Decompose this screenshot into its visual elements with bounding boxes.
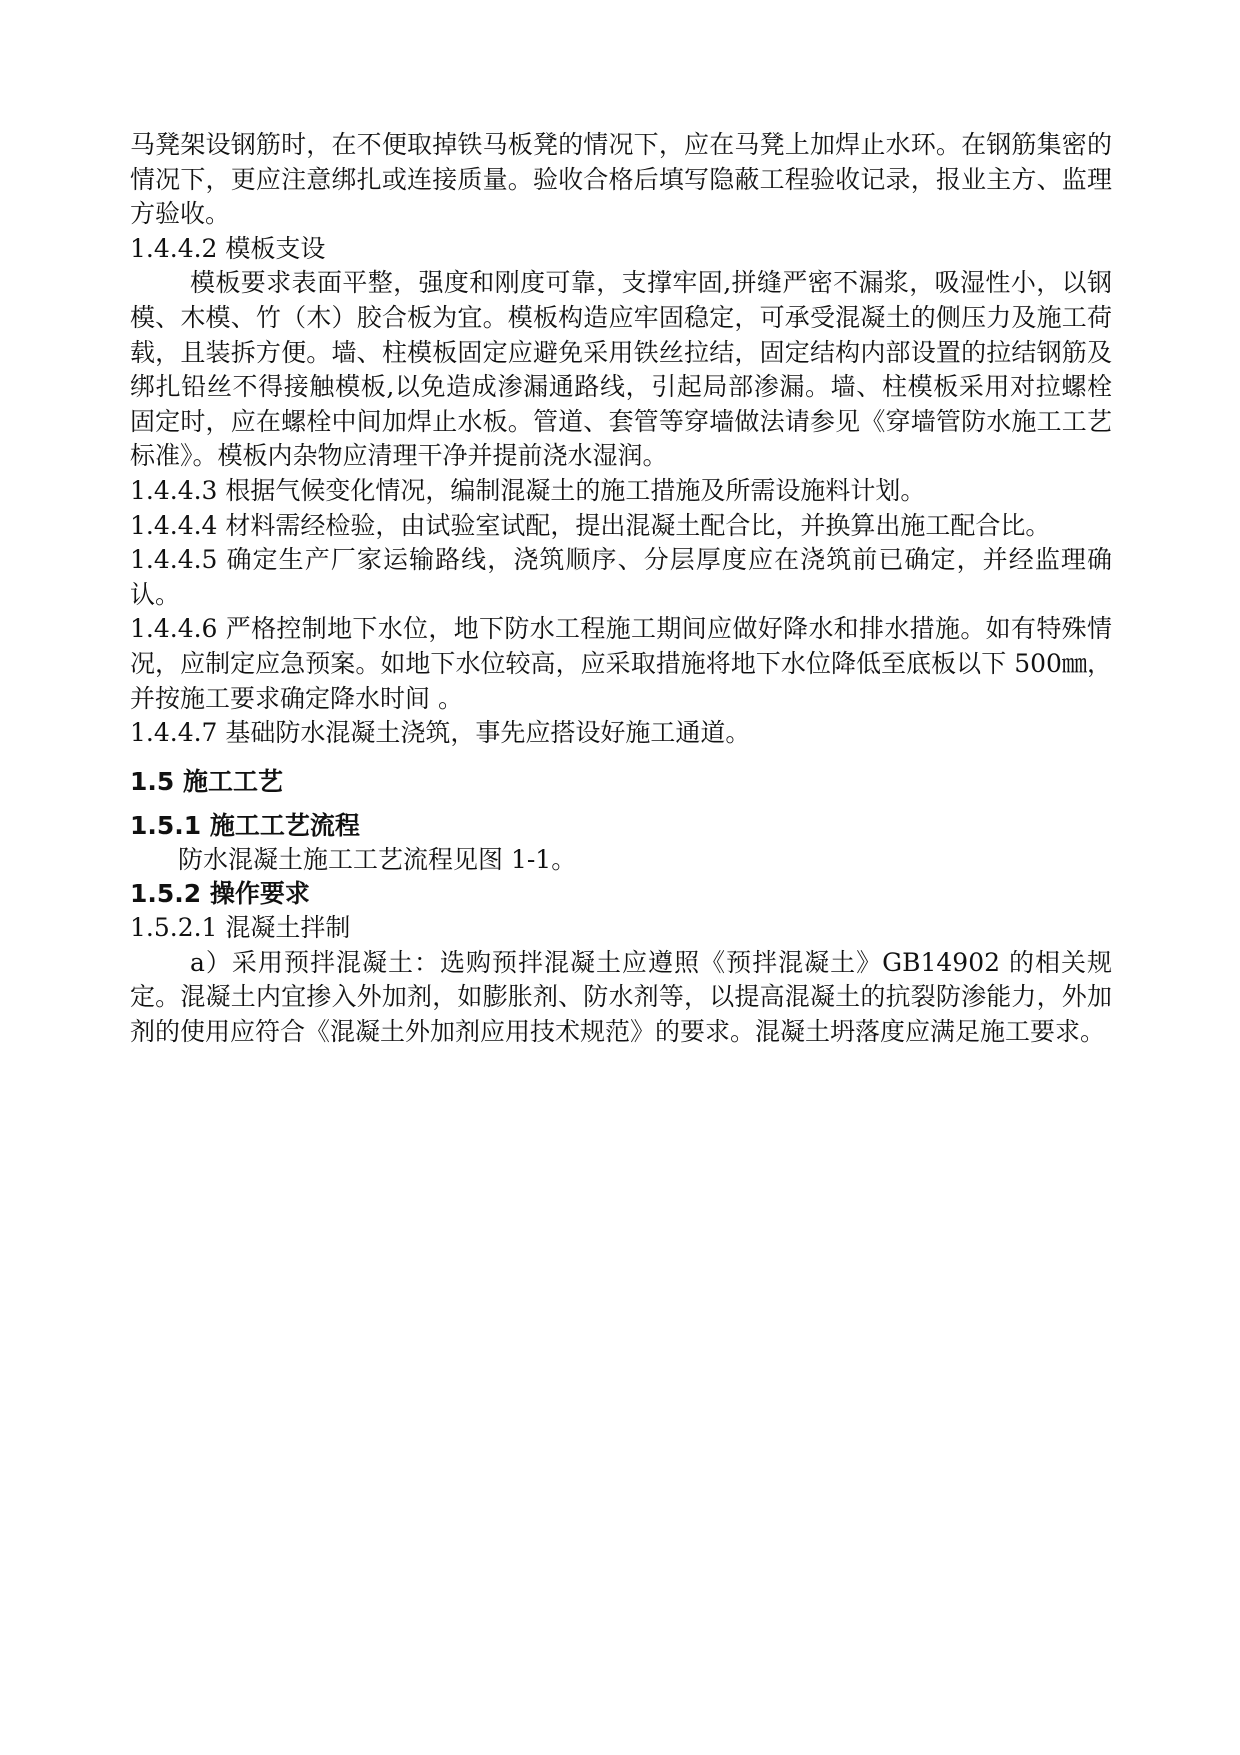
paragraph-formwork: 模板要求表面平整，强度和刚度可靠，支撑牢固,拼缝严密不漏浆，吸湿性小，以钢模、木模、竹（木）胶合板为宜。模板构造应牢固稳定，可承受混凝土的侧压力及施工荷载，且装拆方便。墙、柱模板固定应避免采用铁丝拉结，固定结构内部设置的拉结钢筋及绑扎铅丝不得接触模板,以免造成渗漏通路线，引起局部渗漏。墙、柱模板采用对拉螺栓固定时，应在螺栓中间加焊止水板。管道、套管等穿墙做法请参见《穿墙管防水施工工艺标准》。模板内杂物应清理干净并提前浇水湿润。 bbox=[130, 268, 1112, 471]
paragraph-1444: 1.4.4.4 材料需经检验，由试验室试配，提出混凝土配合比，并换算出施工配合比。 bbox=[130, 510, 1051, 540]
paragraph-1446: 1.4.4.6 严格控制地下水位，地下防水工程施工期间应做好降水和排水措施。如有特殊情况，应制定应急预案。如地下水位较高，应采取措施将地下水位降低至底板以下 500㎜，并按施工要求确定降水时间 。 bbox=[130, 614, 1112, 713]
paragraph-1443: 1.4.4.3 根据气候变化情况，编制混凝土的施工措施及所需设施料计划。 bbox=[130, 475, 926, 505]
section-15-heading: 1.5 施工工艺 bbox=[130, 766, 283, 796]
paragraph-1447: 1.4.4.7 基础防水混凝土浇筑，事先应搭设好施工通道。 bbox=[130, 718, 751, 748]
paragraph-1445: 1.4.4.5 确定生产厂家运输路线，浇筑顺序、分层厚度应在浇筑前已确定，并经监理确认。 bbox=[130, 545, 1112, 609]
paragraph-151: 防水混凝土施工工艺流程见图 1-1。 bbox=[178, 844, 577, 874]
section-152-heading: 1.5.2 操作要求 bbox=[130, 879, 310, 909]
section-151-heading: 1.5.1 施工工艺流程 bbox=[130, 810, 360, 840]
paragraph-ready-mix: a）采用预拌混凝土：选购预拌混凝土应遵照《预拌混凝土》GB14902 的相关规定。混凝土内宜掺入外加剂，如膨胀剂、防水剂等，以提高混凝土的抗裂防渗能力，外加剂的使用应符合《混凝土外加剂应用技术规范》的要求。混凝土坍落度应满足施工要求。 bbox=[130, 947, 1112, 1047]
subsection-1521-title: 1.5.2.1 混凝土拌制 bbox=[130, 913, 351, 943]
subsection-1442-title: 1.4.4.2 模板支设 bbox=[130, 233, 326, 263]
document-page bbox=[130, 128, 1112, 1050]
paragraph-rebar-stool: 马凳架设钢筋时，在不便取掉铁马板凳的情况下，应在马凳上加焊止水环。在钢筋集密的情况下，更应注意绑扎或连接质量。验收合格后填写隐蔽工程验收记录，报业主方、监理方验收。 bbox=[130, 130, 1112, 229]
